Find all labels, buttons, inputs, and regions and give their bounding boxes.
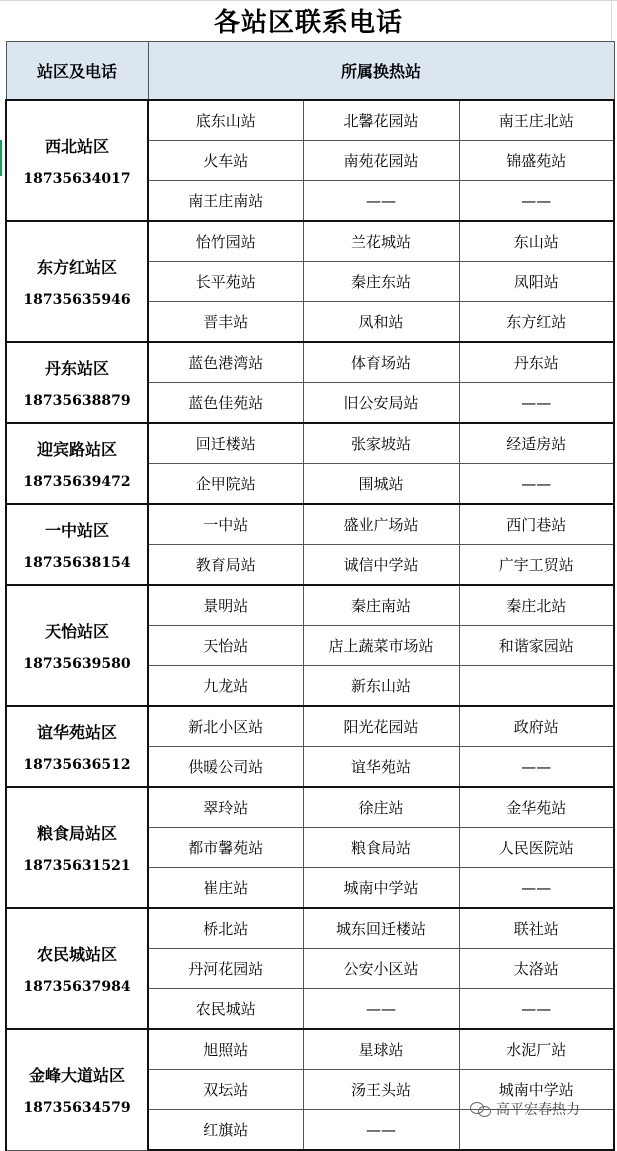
station-cell: 星球站	[303, 1029, 459, 1070]
district-name: 迎宾路站区	[36, 440, 117, 459]
district-cell	[6, 423, 148, 504]
station-cell: 和谐家园站	[459, 626, 614, 666]
station-cell: 北馨花园站	[303, 100, 459, 141]
station-cell: 丹东站	[459, 342, 614, 383]
station-cell: 联社站	[459, 908, 614, 949]
district-name: 谊华苑站区	[36, 723, 117, 742]
district-phone: 18735635946	[23, 292, 131, 308]
district-cell	[6, 787, 148, 908]
station-cell: 晋丰站	[148, 302, 303, 343]
station-cell: ——	[459, 464, 614, 505]
station-cell	[459, 666, 614, 707]
station-cell: 红旗站	[148, 1110, 303, 1151]
station-cell: 丹河花园站	[148, 949, 303, 989]
station-cell: 城南中学站	[303, 868, 459, 909]
row-marker	[0, 140, 2, 176]
station-cell: 凤和站	[303, 302, 459, 343]
district-phone: 18735634579	[23, 1100, 131, 1117]
district-name: 粮食局站区	[36, 824, 117, 843]
station-cell: 人民医院站	[459, 828, 614, 868]
station-cell: 秦庄南站	[303, 585, 459, 626]
watermark	[470, 1099, 580, 1119]
station-cell: 都市馨苑站	[148, 828, 303, 868]
district-name: 金峰大道站区	[28, 1066, 125, 1086]
table-row	[6, 706, 614, 747]
station-cell: 双坛站	[148, 1070, 303, 1110]
station-cell: 企甲院站	[148, 464, 303, 505]
station-cell: 城东回迁楼站	[303, 908, 459, 949]
station-cell: 旧公安局站	[303, 383, 459, 424]
station-cell: 兰花城站	[303, 221, 459, 262]
station-cell: 张家坡站	[303, 423, 459, 464]
station-cell: ——	[459, 747, 614, 788]
table-row	[6, 100, 614, 141]
district-phone: 18735638154	[23, 555, 131, 571]
station-cell: 火车站	[148, 141, 303, 181]
station-cell: 蓝色港湾站	[148, 342, 303, 383]
district-name: 天怡站区	[44, 622, 109, 641]
station-cell: 金华苑站	[459, 787, 614, 828]
station-cell: 政府站	[459, 706, 614, 747]
station-cell: 景明站	[148, 585, 303, 626]
station-cell: 秦庄北站	[459, 585, 614, 626]
station-cell: 新北小区站	[148, 706, 303, 747]
station-cell: ——	[303, 181, 459, 222]
station-cell: 南苑花园站	[303, 141, 459, 181]
station-cell: 店上蔬菜市场站	[303, 626, 459, 666]
header-district-phone: 站区及电话	[6, 42, 148, 101]
station-cell: 体育场站	[303, 342, 459, 383]
contact-table	[5, 41, 615, 1151]
station-cell: 徐庄站	[303, 787, 459, 828]
station-cell: ——	[459, 989, 614, 1030]
station-cell: ——	[459, 383, 614, 424]
district-phone: 18735639580	[23, 656, 131, 672]
station-cell: 水泥厂站	[459, 1029, 614, 1070]
station-cell: 秦庄东站	[303, 262, 459, 302]
station-cell: 诚信中学站	[303, 545, 459, 586]
station-cell: 崔庄站	[148, 868, 303, 909]
district-cell	[6, 1029, 148, 1150]
district-cell	[6, 585, 148, 706]
station-cell: 锦盛苑站	[459, 141, 614, 181]
table-row	[6, 423, 614, 464]
station-cell: 东方红站	[459, 302, 614, 343]
station-cell: 供暖公司站	[148, 747, 303, 788]
table-row	[6, 342, 614, 383]
header-stations: 所属换热站	[148, 42, 614, 101]
district-phone: 18735637984	[23, 979, 131, 995]
district-cell	[6, 100, 148, 221]
district-cell	[6, 342, 148, 423]
table-row	[6, 1029, 614, 1070]
district-cell	[6, 221, 148, 342]
district-cell	[6, 504, 148, 585]
table-row	[6, 908, 614, 949]
table-row	[6, 221, 614, 262]
station-cell: 翠玲站	[148, 787, 303, 828]
station-cell: 围城站	[303, 464, 459, 505]
station-cell: 底东山站	[148, 100, 303, 141]
district-phone: 18735631521	[23, 858, 131, 874]
station-cell: 太洛站	[459, 949, 614, 989]
district-name: 农民城站区	[36, 945, 117, 964]
station-cell: 汤王头站	[303, 1070, 459, 1110]
district-cell	[6, 706, 148, 787]
station-cell: 城南中学站	[459, 1070, 614, 1110]
station-cell: 粮食局站	[303, 828, 459, 868]
station-cell: ——	[459, 868, 614, 909]
station-cell: 东山站	[459, 221, 614, 262]
station-cell: 公安小区站	[303, 949, 459, 989]
station-cell: 南王庄南站	[148, 181, 303, 222]
page-title: 各站区联系电话	[213, 8, 403, 38]
district-name: 一中站区	[44, 521, 109, 540]
station-cell: 一中站	[148, 504, 303, 545]
station-cell: 新东山站	[303, 666, 459, 707]
watermark-text: 高平宏春热力	[496, 1102, 580, 1118]
district-name: 丹东站区	[44, 359, 109, 378]
station-cell: 回迁楼站	[148, 423, 303, 464]
station-cell: 西门巷站	[459, 504, 614, 545]
district-phone: 18735636512	[23, 757, 131, 773]
station-cell: 九龙站	[148, 666, 303, 707]
station-cell: 旭照站	[148, 1029, 303, 1070]
station-cell: 盛业广场站	[303, 504, 459, 545]
station-cell: 桥北站	[148, 908, 303, 949]
table-row	[6, 504, 614, 545]
station-cell: ——	[303, 989, 459, 1030]
district-phone: 18735638879	[23, 393, 131, 409]
table-row	[6, 787, 614, 828]
wechat-icon	[470, 1100, 492, 1118]
district-phone: 18735639472	[23, 474, 131, 490]
station-cell: ——	[459, 181, 614, 222]
station-cell: 谊华苑站	[303, 747, 459, 788]
station-cell: 阳光花园站	[303, 706, 459, 747]
district-name: 西北站区	[44, 137, 109, 156]
station-cell: 天怡站	[148, 626, 303, 666]
district-phone: 18735634017	[23, 171, 131, 187]
table-row	[6, 585, 614, 626]
station-cell: 怡竹园站	[148, 221, 303, 262]
station-cell: ——	[303, 1110, 459, 1151]
station-cell: 经适房站	[459, 423, 614, 464]
station-cell: 南王庄北站	[459, 100, 614, 141]
district-cell	[6, 908, 148, 1029]
station-cell: 广宇工贸站	[459, 545, 614, 586]
station-cell: 教育局站	[148, 545, 303, 586]
table-body	[6, 100, 614, 1150]
station-cell: 农民城站	[148, 989, 303, 1030]
district-name: 东方红站区	[36, 258, 117, 277]
station-cell: 凤阳站	[459, 262, 614, 302]
station-cell: 蓝色佳苑站	[148, 383, 303, 424]
station-cell: 长平苑站	[148, 262, 303, 302]
